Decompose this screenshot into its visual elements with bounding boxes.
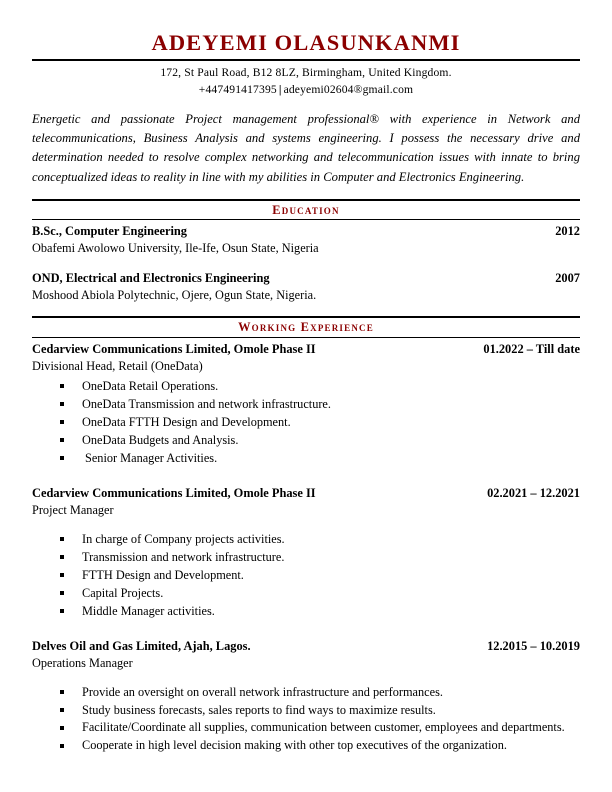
experience-role: Project Manager — [32, 502, 114, 517]
education-degree: B.Sc., Computer Engineering — [32, 224, 188, 239]
education-degree: OND, Electrical and Electronics Engineering — [32, 271, 270, 286]
list-item: Senior Manager Activities. — [60, 450, 580, 468]
education-institution: Moshood Abiola Polytechnic, Ojere, Ogun State, Nigeria. — [32, 288, 317, 303]
list-item: OneData Retail Operations. — [60, 378, 580, 396]
list-item: Capital Projects. — [60, 585, 580, 603]
list-item: Cooperate in high level decision making with other top executives of the organization. — [60, 737, 580, 755]
contact-email[interactable]: adeyemi02604®gmail.com — [283, 82, 414, 96]
list-item: OneData Budgets and Analysis. — [60, 432, 580, 450]
list-item: Transmission and network infrastructure. — [60, 549, 580, 567]
contact-separator: | — [278, 82, 282, 96]
education-entry — [32, 223, 580, 257]
experience-dates: 12.2015 – 10.2019 — [487, 638, 580, 653]
experience-company: Cedarview Communications Limited, Omole Phase II — [32, 485, 316, 500]
experience-entry-head — [32, 638, 580, 655]
list-item: Provide an oversight on overall network infrastructure and performances. — [60, 684, 580, 702]
experience-dates: 02.2021 – 12.2021 — [487, 485, 580, 500]
list-item: In charge of Company projects activities. — [60, 531, 580, 549]
experience-company: Delves Oil and Gas Limited, Ajah, Lagos. — [32, 638, 251, 653]
list-item: OneData Transmission and network infrastructure. — [60, 396, 580, 414]
experience-bullet-list — [32, 378, 580, 468]
education-entry-head — [32, 223, 580, 240]
list-item: Study business forecasts, sales reports to find ways to maximize results. — [60, 702, 580, 720]
experience-bullet-list — [32, 531, 580, 621]
contact-phone: +447491417395 — [198, 82, 277, 96]
section-title-experience: Working Experience — [238, 320, 374, 335]
education-year: 2012 — [555, 224, 580, 239]
experience-company: Cedarview Communications Limited, Omole Phase II — [32, 341, 316, 356]
candidate-name: ADEYEMI OLASUNKANMI — [151, 30, 461, 55]
education-institution: Obafemi Awolowo University, Ile-Ife, Osun State, Nigeria — [32, 241, 319, 256]
contact-address-line — [32, 65, 580, 81]
section-rule-bottom — [32, 219, 580, 220]
experience-entry-head — [32, 485, 580, 502]
header-divider — [32, 59, 580, 61]
experience-role: Operations Manager — [32, 655, 133, 670]
professional-summary: Energetic and passionate Project management professional® with experience in Network and telecommunications, Business Analysis and systems engineering. I possess the necessary drive and determination needed to resolve complex networking and telecommunication issues with innate to bring conceptualized ideas to reality in line with my abilities in Computer and Electronics Engineering. — [32, 112, 580, 184]
education-year: 2007 — [555, 271, 580, 286]
education-entry-head — [32, 270, 580, 287]
section-title-education: Education — [272, 202, 340, 217]
list-item: FTTH Design and Development. — [60, 567, 580, 585]
experience-entry-head — [32, 341, 580, 358]
section-rule-bottom — [32, 337, 580, 338]
experience-entry — [32, 638, 580, 756]
list-item: OneData FTTH Design and Development. — [60, 414, 580, 432]
contact-phone-email-line — [32, 82, 580, 98]
experience-dates: 01.2022 – Till date — [483, 341, 580, 356]
list-item: Middle Manager activities. — [60, 603, 580, 621]
experience-role: Divisional Head, Retail (OneData) — [32, 358, 203, 373]
experience-entry — [32, 485, 580, 621]
section-working-experience — [32, 316, 580, 755]
contact-address: 172, St Paul Road, B12 8LZ, Birmingham, United Kingdom. — [160, 66, 452, 80]
list-item: Facilitate/Coordinate all supplies, communication between customer, employees and departments. — [60, 719, 580, 737]
experience-entry — [32, 341, 580, 468]
experience-bullet-list — [32, 684, 580, 756]
education-entry — [32, 270, 580, 304]
section-education — [32, 199, 580, 305]
